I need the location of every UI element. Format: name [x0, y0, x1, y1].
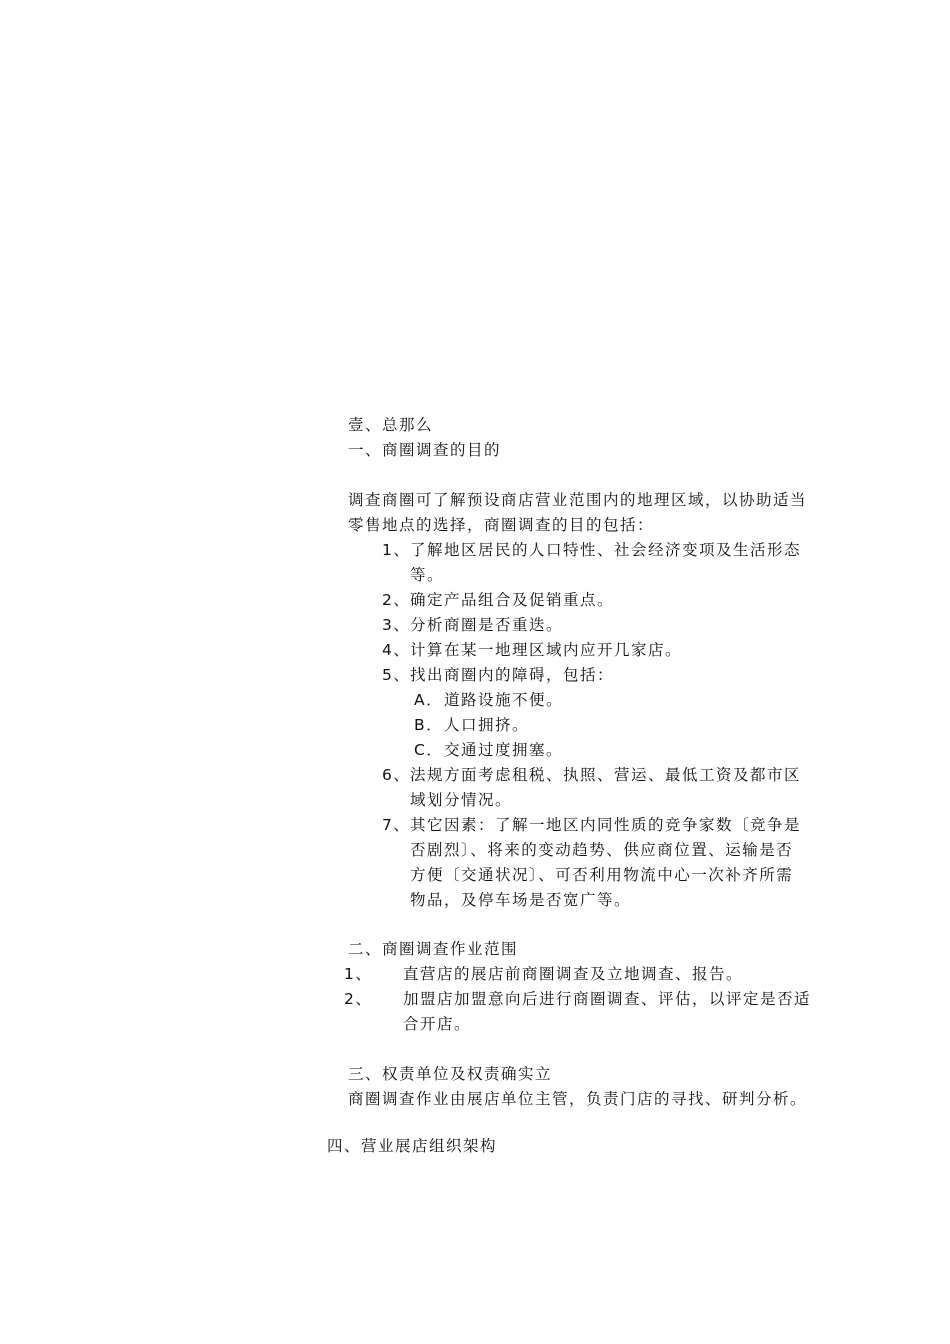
scope-item-2-text-cont: 合开店。: [403, 1015, 472, 1033]
section-3-title: 三、权责单位及权责确实立: [348, 1065, 553, 1083]
item-7-text: 其它因素：了解一地区内同性质的竞争家数〔竞争是: [410, 816, 802, 834]
item-2-text: 确定产品组合及促销重点。: [410, 591, 615, 609]
item-4-text: 计算在某一地理区域内应开几家店。: [410, 641, 683, 659]
subitem-c-text: 交通过度拥塞。: [444, 741, 564, 759]
section-2-title: 二、商圈调查作业范围: [348, 940, 519, 958]
item-2-number: 2、: [382, 591, 411, 609]
item-3-number: 3、: [382, 616, 411, 634]
subitem-c-letter: C．: [414, 741, 444, 759]
item-6-text: 法规方面考虑租税、执照、营运、最低工资及都市区: [410, 766, 802, 784]
scope-item-1-text: 直营店的展店前商圈调查及立地调查、报告。: [403, 965, 744, 983]
section-4-title: 四、营业展店组织架构: [327, 1137, 498, 1155]
subitem-b-text: 人口拥挤。: [444, 716, 530, 734]
item-1-text: 了解地区居民的人口特性、社会经济变项及生活形态: [410, 541, 802, 559]
item-7-text-cont-1: 否剧烈〕、将来的变动趋势、供应商位置、运输是否: [410, 841, 794, 859]
item-5-number: 5、: [382, 666, 411, 684]
subitem-a-letter: A．: [414, 691, 444, 709]
section-1-intro-line-1: 调查商圈可了解预设商店营业范围内的地理区域，以协助适当: [348, 491, 808, 509]
subitem-b-letter: B．: [414, 716, 444, 734]
section-3-body: 商圈调查作业由展店单位主管，负责门店的寻找、研判分析。: [348, 1090, 808, 1108]
section-1-intro-line-2: 零售地点的选择，商圈调查的目的包括：: [348, 516, 655, 534]
item-7-text-cont-2: 方便〔交通状况〕、可否利用物流中心一次补齐所需: [410, 866, 794, 884]
scope-item-2-text: 加盟店加盟意向后进行商圈调查、评估，以评定是否适: [403, 990, 812, 1008]
main-heading: 壹、总那么: [348, 416, 434, 434]
item-4-number: 4、: [382, 641, 411, 659]
item-1-number: 1、: [382, 541, 411, 559]
item-1-text-cont: 等。: [410, 566, 445, 584]
item-6-text-cont: 域划分情况。: [410, 791, 513, 809]
item-7-number: 7、: [382, 816, 411, 834]
item-7-text-cont-3: 物品，及停车场是否宽广等。: [410, 891, 632, 909]
section-1-title: 一、商圈调查的目的: [348, 441, 502, 459]
scope-item-1-number: 1、: [344, 965, 373, 983]
item-6-number: 6、: [382, 766, 411, 784]
scope-item-2-number: 2、: [344, 990, 373, 1008]
subitem-a-text: 道路设施不便。: [444, 691, 564, 709]
item-3-text: 分析商圈是否重迭。: [410, 616, 564, 634]
item-5-text: 找出商圈内的障碍，包括：: [410, 666, 615, 684]
